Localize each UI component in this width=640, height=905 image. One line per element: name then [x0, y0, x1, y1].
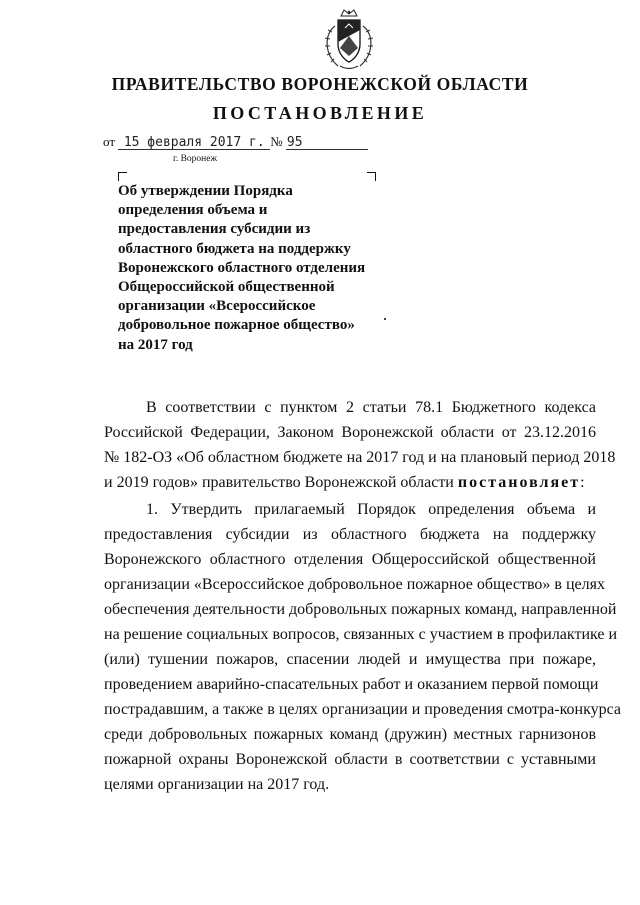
city-label: г. Воронеж	[173, 154, 218, 164]
document-type: ПОСТАНОВЛЕНИЕ	[212, 103, 428, 123]
title-line: областного бюджета на поддержку	[118, 240, 351, 257]
decree-number: 95	[286, 136, 338, 150]
paragraph-preamble	[104, 395, 616, 495]
body-line: проведением аварийно-спасательных работ и оказанием первой помощи	[104, 676, 599, 693]
colon: :	[580, 474, 585, 491]
resolves-keyword: постановляет	[457, 474, 581, 491]
title-line: предоставления субсидии из	[118, 221, 311, 238]
date-number-line	[103, 134, 368, 150]
body-line-last	[104, 470, 596, 495]
paragraph-item-1	[104, 497, 622, 797]
body-line: организации «Всероссийское добровольное пожарное общество» в целях	[104, 576, 605, 593]
date-from-label: от	[103, 134, 116, 149]
body-line: пострадавшим, а также в целях организации и проведения смотра-конкурса	[104, 701, 622, 718]
body-line: обеспечения деятельности добровольных пожарных команд, направленной	[104, 601, 617, 618]
body-line: среди добровольных пожарных команд (дружин) местных гарнизонов	[104, 726, 596, 743]
title-line: добровольное пожарное общество»	[118, 317, 355, 334]
title-line: на 2017 год	[118, 336, 193, 353]
title-bracket-right	[367, 172, 376, 181]
number-underline	[338, 136, 368, 150]
body-text: и 2019 годов» правительство Воронежской области	[104, 474, 458, 491]
body-line: предоставления субсидии из областного бюджета на поддержку	[104, 526, 596, 543]
government-name: ПРАВИТЕЛЬСТВО ВОРОНЕЖСКОЙ ОБЛАСТИ	[111, 74, 529, 94]
number-label: №	[270, 134, 283, 149]
title-line: Воронежского областного отделения	[118, 259, 366, 276]
body-line: Российской Федерации, Законом Воронежской области от 23.12.2016	[104, 424, 596, 441]
coat-of-arms-emblem	[318, 8, 380, 76]
body-line: (или) тушении пожаров, спасении людей и имущества при пожаре,	[104, 651, 596, 668]
scan-speck	[384, 318, 386, 320]
body-line: Воронежского областного отделения Общероссийской общественной	[104, 551, 596, 568]
body-line-last: целями организации на 2017 год.	[104, 776, 330, 793]
body-line: № 182-ОЗ «Об областном бюджете на 2017 год и на плановый период 2018	[104, 449, 616, 466]
title-line: Общероссийской общественной	[118, 279, 335, 296]
body-line: В соответствии с пунктом 2 статьи 78.1 Бюджетного кодекса	[146, 399, 596, 416]
body-line: пожарной охраны Воронежской области в соответствии с уставными	[104, 751, 596, 768]
decree-title	[118, 182, 370, 355]
title-line: Об утверждении Порядка	[118, 183, 293, 199]
title-line: организации «Всероссийское	[118, 298, 316, 315]
title-bracket-left	[118, 172, 127, 181]
decree-date: 15 февраля 2017 г.	[118, 136, 270, 150]
title-line: определения объема и	[118, 202, 268, 219]
body-line: на решение социальных вопросов, связанных с участием в профилактике и	[104, 626, 618, 643]
body-line: 1. Утвердить прилагаемый Порядок определения объема и	[146, 501, 596, 518]
